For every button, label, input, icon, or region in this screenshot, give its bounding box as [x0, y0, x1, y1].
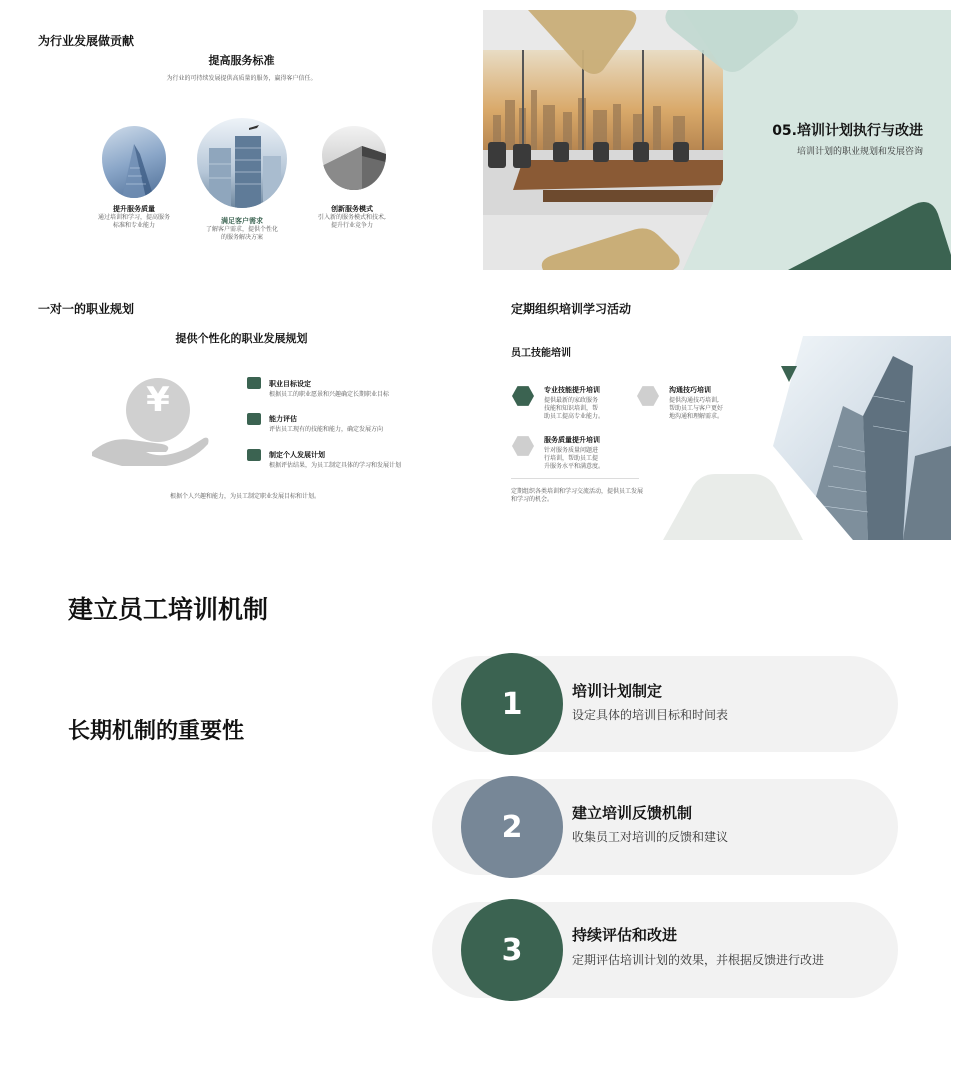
slide-heading: 一对一的职业规划 [38, 302, 135, 316]
item-desc: 根据员工的职业愿景和兴趣确定长期职业目标 [269, 391, 390, 398]
slide-title: 提供个性化的职业发展规划 [175, 332, 308, 345]
item-desc: 技能和知识培训，帮 [544, 405, 599, 412]
office-photo [483, 10, 951, 270]
item-desc: 行培训，帮助员工提 [544, 455, 599, 462]
slide-footer: 根据个人兴趣和能力，为员工制定职业发展目标和计划。 [170, 493, 321, 500]
image-icon [512, 385, 534, 407]
chat-icon [512, 435, 534, 457]
item-desc: 了解客户需求，提供个性化 [205, 226, 278, 233]
item-desc: 针对服务质量问题进 [544, 447, 599, 454]
item-title: 能力评估 [269, 415, 297, 423]
step-title: 建立培训反馈机制 [572, 804, 693, 822]
item-title: 职业目标设定 [269, 380, 311, 388]
item-desc: 提升行业竞争力 [330, 222, 373, 229]
step-number-circle: 3 [461, 899, 563, 1001]
building-image-1 [102, 126, 166, 198]
step-title: 持续评估和改进 [572, 926, 678, 944]
slide-subtitle: 长期机制的重要性 [68, 719, 245, 744]
divider [511, 478, 639, 479]
item-desc: 帮助员工与客户更好 [669, 405, 724, 412]
slide-footer: 和学习的机会。 [511, 496, 554, 503]
item-title: 制定个人发展计划 [269, 451, 325, 459]
section-title: 05.培训计划执行与改进 [772, 123, 923, 139]
slide-title: 建立员工培训机制 [68, 595, 269, 624]
slide-heading: 定期组织培训学习活动 [511, 302, 632, 316]
monitor-icon [247, 377, 261, 389]
step-desc: 定期评估培训计划的效果，并根据反馈进行改进 [572, 953, 825, 967]
step-desc: 收集员工对培训的反馈和建议 [572, 830, 729, 844]
slide-training-mechanism [0, 560, 960, 1084]
airplane-icon [249, 125, 259, 130]
item-desc: 提供最新的家政服务 [544, 397, 599, 404]
item-title: 服务质量提升培训 [544, 436, 600, 444]
slide-training-activities [483, 288, 951, 540]
slide-subtitle: 为行业的可持续发展提供高质量的服务，赢得客户信任。 [166, 75, 317, 82]
item-title: 创新服务模式 [331, 205, 373, 213]
image-icon [247, 413, 261, 425]
building-image-2 [197, 118, 287, 208]
item-desc: 根据评估结果，为员工制定具体的学习和发展计划 [269, 462, 402, 469]
step-number-circle: 1 [461, 653, 563, 755]
slide-contribution [10, 10, 473, 270]
step-number-circle: 2 [461, 776, 563, 878]
section-subtitle: 培训计划的职业规划和发展咨询 [796, 147, 923, 157]
item-desc: 标准和专业能力 [112, 222, 155, 229]
slide-heading: 为行业发展做贡献 [38, 34, 135, 48]
item-desc: 提供沟通技巧培训, [669, 397, 719, 404]
yen-symbol: ¥ [146, 380, 170, 420]
printer-icon [247, 449, 261, 461]
item-desc: 引入新的服务模式和技术, [318, 214, 386, 221]
item-desc: 地沟通和理解需求。 [669, 413, 724, 420]
step-title: 培训计划制定 [572, 682, 663, 700]
item-desc: 通过培训和学习，提高服务 [97, 214, 170, 221]
slide-footer: 定期组织各类培训和学习交流活动，提供员工发展 [511, 488, 644, 495]
slide-section-cover [483, 10, 951, 270]
item-desc: 助员工提高专业能力。 [544, 413, 605, 420]
item-title: 提升服务质量 [113, 205, 155, 213]
item-desc: 升服务水平和满意度。 [544, 463, 605, 470]
slide-career-planning [10, 288, 473, 540]
item-desc: 评估员工现有的技能和能力，确定发展方向 [269, 426, 384, 433]
step-desc: 设定具体的培训目标和时间表 [572, 708, 729, 722]
section-title: 员工技能培训 [511, 348, 571, 359]
item-title: 满足客户需求 [221, 217, 263, 225]
slide-title: 提高服务标准 [208, 54, 275, 67]
item-title: 专业技能提升培训 [544, 386, 600, 394]
skyscraper-photo [653, 336, 951, 540]
building-image-3 [322, 126, 386, 190]
item-desc: 的服务解决方案 [220, 234, 263, 241]
item-title: 沟通技巧培训 [669, 386, 711, 394]
